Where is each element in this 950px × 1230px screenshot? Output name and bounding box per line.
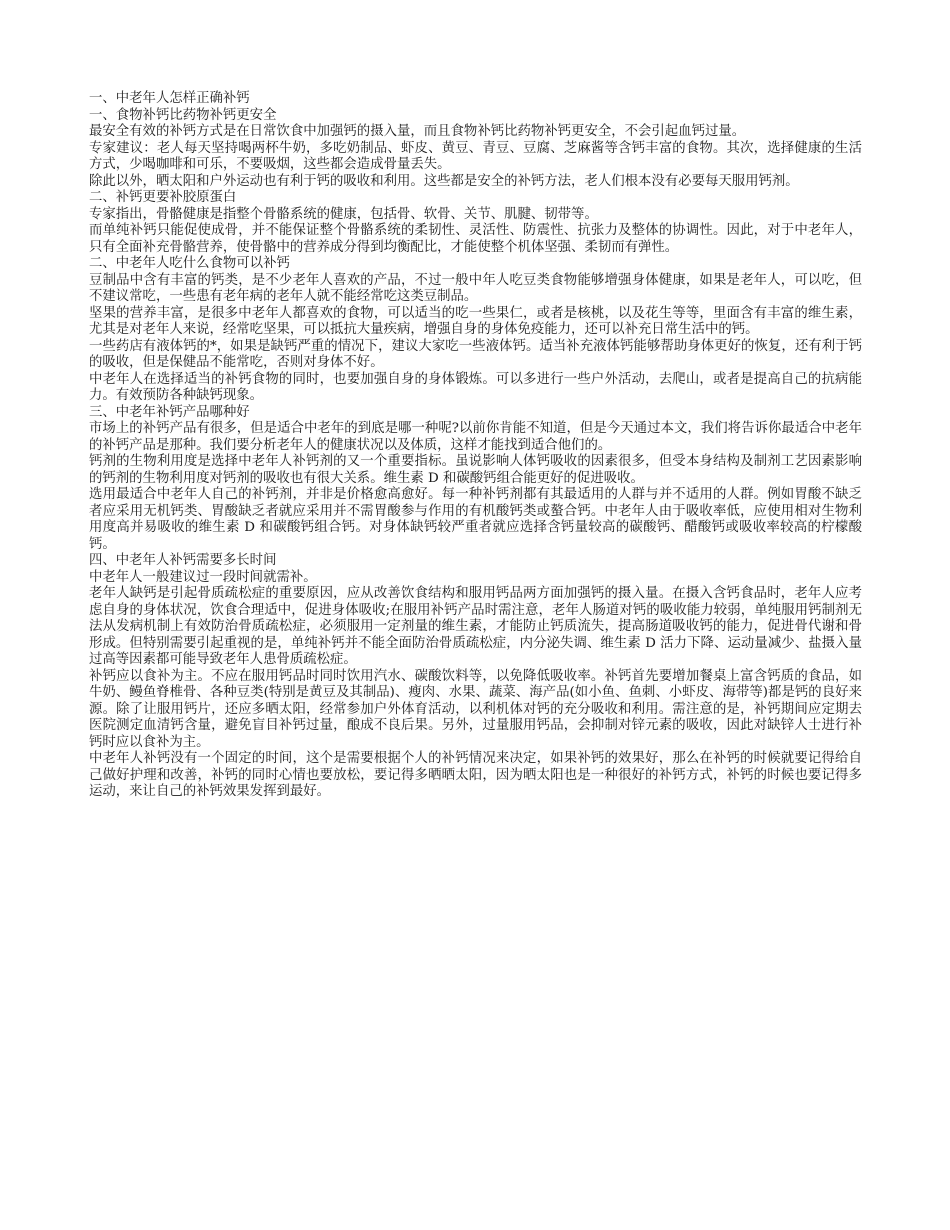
paragraph: 老年人缺钙是引起骨质疏松症的重要原因，应从改善饮食结构和服用钙品两方面加强钙的摄入量。在摄入含钙食品时，老年人应考虑自身的身体状况，饮食合理适中，促进身体吸收;在服用补钙产品时需注意，老年人肠道对钙的吸收能力较弱，单纯服用钙制剂无法从发病机制上有效防治骨质疏松症，必须服用一定剂量的维生素，才能防止钙质流失，提高肠道吸收钙的能力，促进骨代谢和骨形成。但特别需要引起重视的是，单纯补钙并不能全面防治骨质疏松症，内分泌失调、维生素 D 活力下降、运动量减少、盐摄入量过高等因素都可能导致老年人患骨质疏松症。 xyxy=(89,586,862,667)
document-body xyxy=(89,91,862,801)
section-heading: 四、中老年人补钙需要多长时间 xyxy=(89,553,277,568)
paragraph: 除此以外，晒太阳和户外运动也有利于钙的吸收和利用。这些都是安全的补钙方法，老人们根本没有必要每天服用钙剂。 xyxy=(89,173,799,189)
paragraph: 中老年人在选择适当的补钙食物的同时，也要加强自身的身体锻炼。可以多进行一些户外活动，去爬山，或者是提高自己的抗病能力。有效预防各种缺钙现象。 xyxy=(89,371,862,403)
subsection-heading: 二、补钙更要补胶原蛋白 xyxy=(89,190,237,205)
section-heading: 二、中老年人吃什么食物可以补钙 xyxy=(89,256,290,271)
subsection-heading: 一、食物补钙比药物补钙更安全 xyxy=(89,107,277,123)
paragraph: 豆制品中含有丰富的钙类，是不少老年人喜欢的产品，不过一般中年人吃豆类食物能够增强身体健康，如果是老年人，可以吃，但不建议常吃，一些患有老年病的老年人就不能经常吃这类豆制品。 xyxy=(89,272,862,304)
paragraph: 最安全有效的补钙方式是在日常饮食中加强钙的摄入量，而且食物补钙比药物补钙更安全，不会引起血钙过量。 xyxy=(89,124,746,139)
section-heading: 三、中老年补钙产品哪种好 xyxy=(89,404,250,420)
section-title: 一、中老年人怎样正确补钙 xyxy=(89,91,250,106)
paragraph: 坚果的营养丰富，是很多中老年人都喜欢的食物，可以适当的吃一些果仁，或者是核桃，以及花生等等，里面含有丰富的维生素，尤其是对老年人来说，经常吃坚果，可以抵抗大量疾病，增强自身的身体免疫能力，还可以补充日常生活中的钙。 xyxy=(89,305,862,337)
paragraph: 一些药店有液体钙的*，如果是缺钙严重的情况下，建议大家吃一些液体钙。适当补充液体钙能够帮助身体更好的恢复，还有利于钙的吸收，但是保健品不能常吃，否则对身体不好。 xyxy=(89,338,862,370)
paragraph: 补钙应以食补为主。不应在服用钙品时同时饮用汽水、碳酸饮料等，以免降低吸收率。补钙首先要增加餐桌上富含钙质的食品，如牛奶、鳗鱼脊椎骨、各种豆类(特别是黄豆及其制品)、瘦肉、水果、蔬菜、海产品(如小鱼、鱼刺、小虾皮、海带等)都是钙的良好来源。除了让服用钙片，还应多晒太阳，经常参加户外体育活动，以利机体对钙的充分吸收和利用。需注意的是，补钙期间应定期去医院测定血清钙含量，避免盲目补钙过量，酿成不良后果。另外，过量服用钙品，会抑制对锌元素的吸收，因此对缺锌人士进行补钙时应以食补为主。 xyxy=(89,668,862,750)
paragraph: 专家指出，骨骼健康是指整个骨骼系统的健康，包括骨、软骨、关节、肌腱、韧带等。 xyxy=(89,206,598,222)
paragraph: 市场上的补钙产品有很多，但是适合中老年的到底是哪一种呢?以前你肯能不知道，但是今天通过本文，我们将告诉你最适合中老年的补钙产品是那种。我们要分析老年人的健康状况以及体质，这样才能找到适合他们的。 xyxy=(89,421,862,453)
paragraph: 中老年人一般建议过一段时间就需补。 xyxy=(89,569,317,585)
paragraph: 钙剂的生物利用度是选择中老年人补钙剂的又一个重要指标。虽说影响人体钙吸收的因素很多，但受本身结构及制剂工艺因素影响的钙剂的生物利用度对钙剂的吸收也有很大关系。维生素 D 和碳酸钙组合能更好的促进吸收。 xyxy=(89,454,862,486)
paragraph: 而单纯补钙只能促使成骨，并不能保证整个骨骼系统的柔韧性、灵活性、防震性、抗张力及整体的协调性。因此，对于中老年人，只有全面补充骨骼营养，使骨骼中的营养成分得到均衡配比，才能使整个机体坚强、柔韧而有弹性。 xyxy=(89,223,862,255)
paragraph: 选用最适合中老年人自己的补钙剂，并非是价格愈高愈好。每一种补钙剂都有其最适用的人群与并不适用的人群。例如胃酸不缺乏者应采用无机钙类、胃酸缺乏者就应采用并不需胃酸参与作用的有机酸钙类或螯合钙。中老年人由于吸收率低，应使用相对生物利用度高并易吸收的维生素 D 和碳酸钙组合钙。对身体缺钙较严重者就应选择含钙量较高的碳酸钙、醋酸钙或吸收率较高的柠檬酸钙。 xyxy=(89,487,862,552)
paragraph: 专家建议：老人每天坚持喝两杯牛奶，多吃奶制品、虾皮、黄豆、青豆、豆腐、芝麻酱等含钙丰富的食物。其次，选择健康的生活方式，少喝咖啡和可乐，不要吸烟，这些都会造成骨量丢失。 xyxy=(89,140,862,172)
paragraph: 中老年人补钙没有一个固定的时间，这个是需要根据个人的补钙情况来决定，如果补钙的效果好，那么在补钙的时候就要记得给自己做好护理和改善，补钙的同时心情也要放松，要记得多晒晒太阳，因为晒太阳也是一种很好的补钙方式，补钙的时候也要记得多运动，来让自己的补钙效果发挥到最好。 xyxy=(89,751,862,799)
